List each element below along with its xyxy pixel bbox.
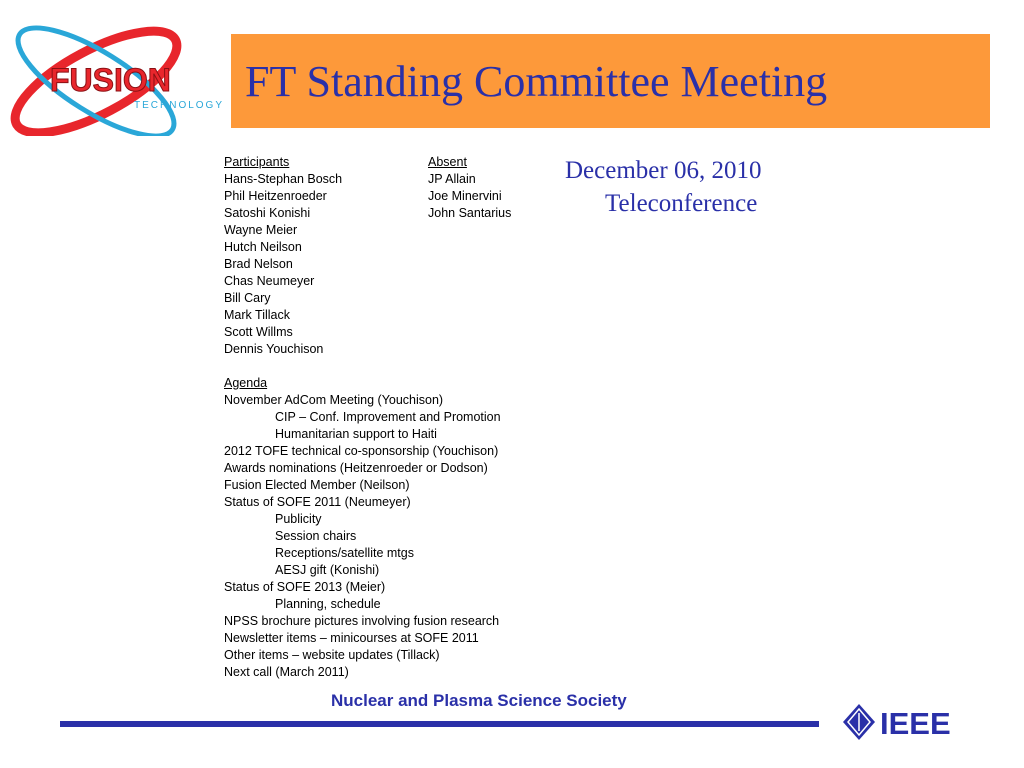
agenda-item: Fusion Elected Member (Neilson): [224, 478, 410, 492]
footer-divider: [60, 721, 819, 727]
agenda-subitem: CIP – Conf. Improvement and Promotion: [275, 410, 501, 424]
logo-subtitle: TECHNOLOGY: [134, 100, 225, 111]
absent-name: JP Allain: [428, 172, 476, 186]
participant-name: Scott Willms: [224, 325, 293, 339]
fusion-technology-logo: [4, 24, 232, 136]
agenda-heading: Agenda: [224, 376, 268, 390]
agenda-item: 2012 TOFE technical co-sponsorship (Youchison): [224, 444, 499, 458]
agenda-subitem: Publicity: [275, 512, 322, 526]
ieee-wordmark: IEEE: [880, 706, 951, 741]
participant-name: Dennis Youchison: [224, 342, 324, 356]
meeting-date-block: [565, 154, 835, 220]
agenda-item: November AdCom Meeting (Youchison): [224, 393, 444, 407]
agenda-item: Other items – website updates (Tillack): [224, 648, 440, 662]
agenda-subitem: Receptions/satellite mtgs: [275, 546, 414, 560]
agenda-subitem: Planning, schedule: [275, 597, 381, 611]
agenda-subitem: Humanitarian support to Haiti: [275, 427, 437, 441]
agenda-item: NPSS brochure pictures involving fusion research: [224, 614, 500, 628]
participant-name: Brad Nelson: [224, 257, 293, 271]
agenda-item: Awards nominations (Heitzenroeder or Dodson): [224, 461, 488, 475]
participant-name: Phil Heitzenroeder: [224, 189, 327, 203]
title-band: [231, 34, 990, 128]
participant-name: Chas Neumeyer: [224, 274, 315, 288]
ieee-logo: [841, 700, 966, 744]
participant-name: Bill Cary: [224, 291, 271, 305]
participant-name: Wayne Meier: [224, 223, 298, 237]
participant-name: Mark Tillack: [224, 308, 290, 322]
agenda-item: Status of SOFE 2011 (Neumeyer): [224, 495, 411, 509]
meeting-format: Teleconference: [605, 190, 758, 217]
agenda-item: Status of SOFE 2013 (Meier): [224, 580, 386, 594]
society-name: Nuclear and Plasma Science Society: [331, 691, 627, 710]
agenda-subitem: AESJ gift (Konishi): [275, 563, 380, 577]
participant-name: Satoshi Konishi: [224, 206, 311, 220]
absent-column: [428, 154, 511, 222]
absent-name: John Santarius: [428, 206, 512, 220]
absent-heading: Absent: [428, 155, 467, 169]
meeting-date: December 06, 2010: [565, 157, 762, 184]
participant-name: Hutch Neilson: [224, 240, 302, 254]
absent-name: Joe Minervini: [428, 189, 502, 203]
agenda-item: Newsletter items – minicourses at SOFE 2011: [224, 631, 479, 645]
slide-title: FT Standing Committee Meeting: [245, 57, 828, 106]
participant-name: Hans-Stephan Bosch: [224, 172, 343, 186]
agenda-item: Next call (March 2011): [224, 665, 349, 679]
participants-column: [224, 154, 501, 681]
logo-wordmark: FUSION: [50, 62, 171, 98]
participants-heading: Participants: [224, 155, 290, 169]
agenda-subitem: Session chairs: [275, 529, 357, 543]
